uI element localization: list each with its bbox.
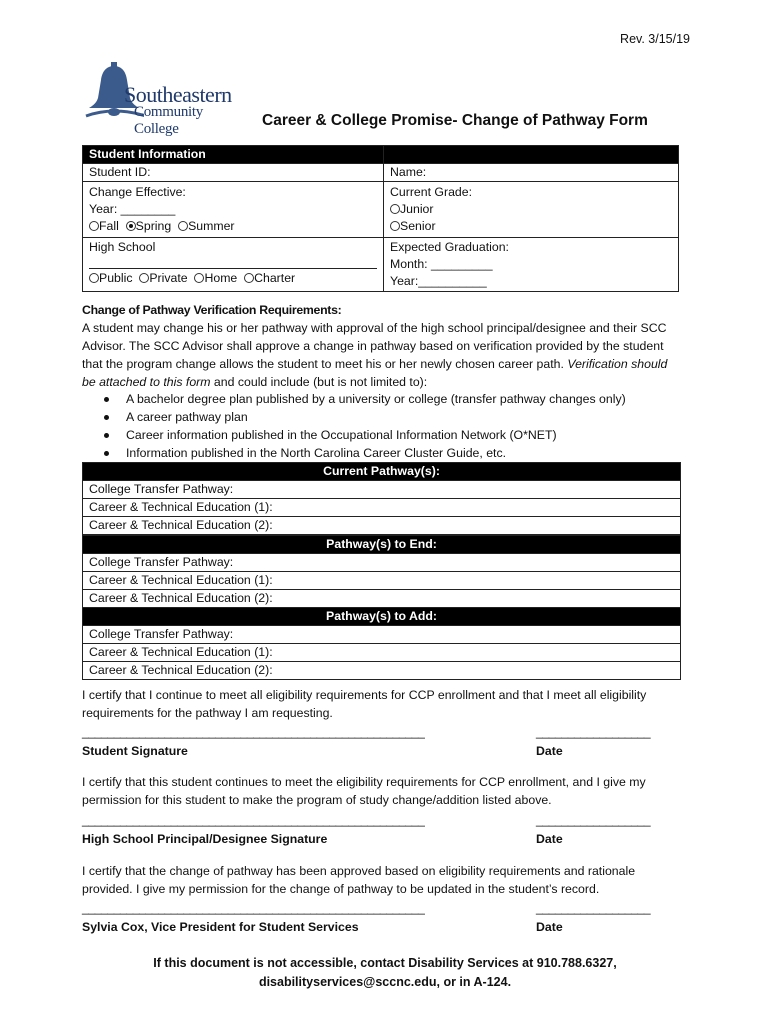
verification-heading: Change of Pathway Verification Requirements: — [82, 303, 342, 317]
change-effective-label: Change Effective: — [89, 185, 186, 199]
school-type-public: Public — [99, 271, 133, 285]
certification-text: I certify that the change of pathway has been approved based on eligibility requirements and rationale — [82, 864, 636, 878]
accessibility-notice — [0, 954, 770, 992]
radio-icon — [194, 273, 204, 283]
radio-icon — [89, 273, 99, 283]
principal-signature-label: High School Principal/Designee Signature — [82, 832, 328, 846]
student-info-header-right — [384, 146, 679, 164]
logo-line2: Community College — [134, 104, 203, 137]
grad-month-field[interactable]: Month: _________ — [390, 257, 493, 271]
table-row[interactable]: Career & Technical Education (1): — [83, 644, 681, 662]
certification-text: I certify that this student continues to meet the eligibility requirements for CCP enrollment, and I give my — [82, 775, 646, 789]
certification-text: requirements for the pathway I am requesting. — [82, 706, 333, 720]
current-pathways-table — [82, 462, 681, 535]
radio-public[interactable] — [89, 271, 133, 285]
table-row[interactable]: College Transfer Pathway: — [83, 554, 681, 572]
radio-junior[interactable] — [390, 201, 672, 218]
pathways-to-end-header: Pathway(s) to End: — [83, 536, 681, 554]
student-id-label: Student ID: — [89, 165, 151, 179]
logo-line1: Southeastern — [124, 82, 232, 107]
form-title: Career & College Promise- Change of Pathway Form — [262, 112, 648, 129]
radio-selected-icon — [126, 221, 136, 231]
vp-signature-line[interactable]: ______________________________________________________ — [82, 901, 425, 915]
student-info-table — [82, 145, 679, 292]
table-row[interactable]: College Transfer Pathway: — [83, 481, 681, 499]
term-options — [89, 218, 377, 235]
verification-line-4: and could include (but is not limited to): — [210, 375, 428, 389]
radio-spring[interactable] — [126, 219, 172, 233]
verification-line-4-italic: be attached to this form — [82, 375, 211, 389]
radio-icon — [178, 221, 188, 231]
student-date-label: Date — [536, 744, 563, 758]
radio-home[interactable] — [194, 271, 237, 285]
list-item: A bachelor degree plan published by a university or college (transfer pathway changes only) — [126, 392, 626, 406]
school-type-charter: Charter — [254, 271, 296, 285]
radio-icon — [244, 273, 254, 283]
vp-signature-label: Sylvia Cox, Vice President for Student Services — [82, 920, 359, 934]
certification-text: permission for this student to make the program of study change/addition listed above. — [82, 793, 552, 807]
pathways-to-end-table — [82, 535, 681, 608]
revision-date: Rev. 3/15/19 — [620, 32, 690, 46]
table-row[interactable]: Career & Technical Education (1): — [83, 499, 681, 517]
radio-icon — [89, 221, 99, 231]
principal-signature-line[interactable]: ______________________________________________________ — [82, 813, 425, 827]
vp-certification — [82, 862, 692, 898]
student-signature-label: Student Signature — [82, 744, 188, 758]
radio-icon — [390, 221, 400, 231]
pathways-to-add-table — [82, 607, 681, 680]
list-item: A career pathway plan — [126, 408, 626, 426]
radio-private[interactable] — [139, 271, 187, 285]
radio-fall[interactable] — [89, 219, 119, 233]
table-row[interactable]: Career & Technical Education (2): — [83, 517, 681, 535]
verification-line-3: that the program change allows the student to meet his or her newly chosen career path. — [82, 357, 568, 371]
verification-line-2: Advisor. The SCC Advisor shall approve a change in pathway based on verification provided by the student — [82, 339, 664, 353]
radio-senior[interactable] — [390, 218, 672, 235]
student-certification — [82, 686, 692, 722]
current-pathways-header: Current Pathway(s): — [83, 463, 681, 481]
name-label: Name: — [390, 165, 427, 179]
student-info-header: Student Information — [83, 146, 384, 164]
table-row[interactable]: College Transfer Pathway: — [83, 626, 681, 644]
vp-date-label: Date — [536, 920, 563, 934]
table-row[interactable]: Career & Technical Education (1): — [83, 572, 681, 590]
verification-line-3-italic: Verification should — [567, 357, 668, 371]
verification-paragraph — [82, 319, 692, 391]
verification-line-1: A student may change his or her pathway with approval of the high school principal/designee and their SCC — [82, 321, 667, 335]
school-type-home: Home — [204, 271, 238, 285]
radio-summer[interactable] — [178, 219, 234, 233]
school-type-private: Private — [149, 271, 188, 285]
accessibility-line-2: disabilityservices@sccnc.edu, or in A-124. — [258, 975, 512, 989]
certification-text: provided. I give my permission for the change of pathway to be updated in the student’s record. — [82, 882, 600, 896]
year-field[interactable]: Year: ________ — [89, 202, 176, 216]
student-date-line[interactable]: __________________ — [536, 725, 651, 739]
high-school-field[interactable] — [89, 268, 377, 269]
radio-charter[interactable] — [244, 271, 295, 285]
student-signature-line[interactable]: ______________________________________________________ — [82, 725, 425, 739]
grade-label-senior: Senior — [400, 219, 436, 233]
list-item: Information published in the North Carolina Career Cluster Guide, etc. — [126, 444, 626, 462]
pathways-to-add-header: Pathway(s) to Add: — [83, 608, 681, 626]
grade-label-junior: Junior — [400, 202, 434, 216]
certification-text: I certify that I continue to meet all eligibility requirements for CCP enrollment and that I meet all eligibility — [82, 688, 647, 702]
name-field[interactable] — [384, 164, 679, 182]
school-type-options — [89, 270, 377, 287]
table-row[interactable]: Career & Technical Education (2): — [83, 590, 681, 608]
grad-year-field[interactable]: Year:__________ — [390, 274, 487, 288]
verification-bullet-list — [82, 390, 626, 462]
high-school-label: High School — [89, 240, 156, 254]
vp-date-line[interactable]: __________________ — [536, 901, 651, 915]
radio-icon — [139, 273, 149, 283]
expected-graduation-label: Expected Graduation: — [390, 240, 509, 254]
term-label-spring: Spring — [135, 219, 172, 233]
list-item: Career information published in the Occupational Information Network (O*NET) — [126, 426, 626, 444]
table-row[interactable]: Career & Technical Education (2): — [83, 662, 681, 680]
term-label-fall: Fall — [99, 219, 119, 233]
student-id-field[interactable] — [83, 164, 384, 182]
principal-date-line[interactable]: __________________ — [536, 813, 651, 827]
term-label-summer: Summer — [188, 219, 235, 233]
principal-date-label: Date — [536, 832, 563, 846]
college-logo — [84, 62, 249, 137]
radio-icon — [390, 204, 400, 214]
current-grade-label: Current Grade: — [390, 185, 473, 199]
principal-certification — [82, 773, 692, 809]
accessibility-line-1: If this document is not accessible, contact Disability Services at 910.788.6327, — [153, 956, 617, 970]
